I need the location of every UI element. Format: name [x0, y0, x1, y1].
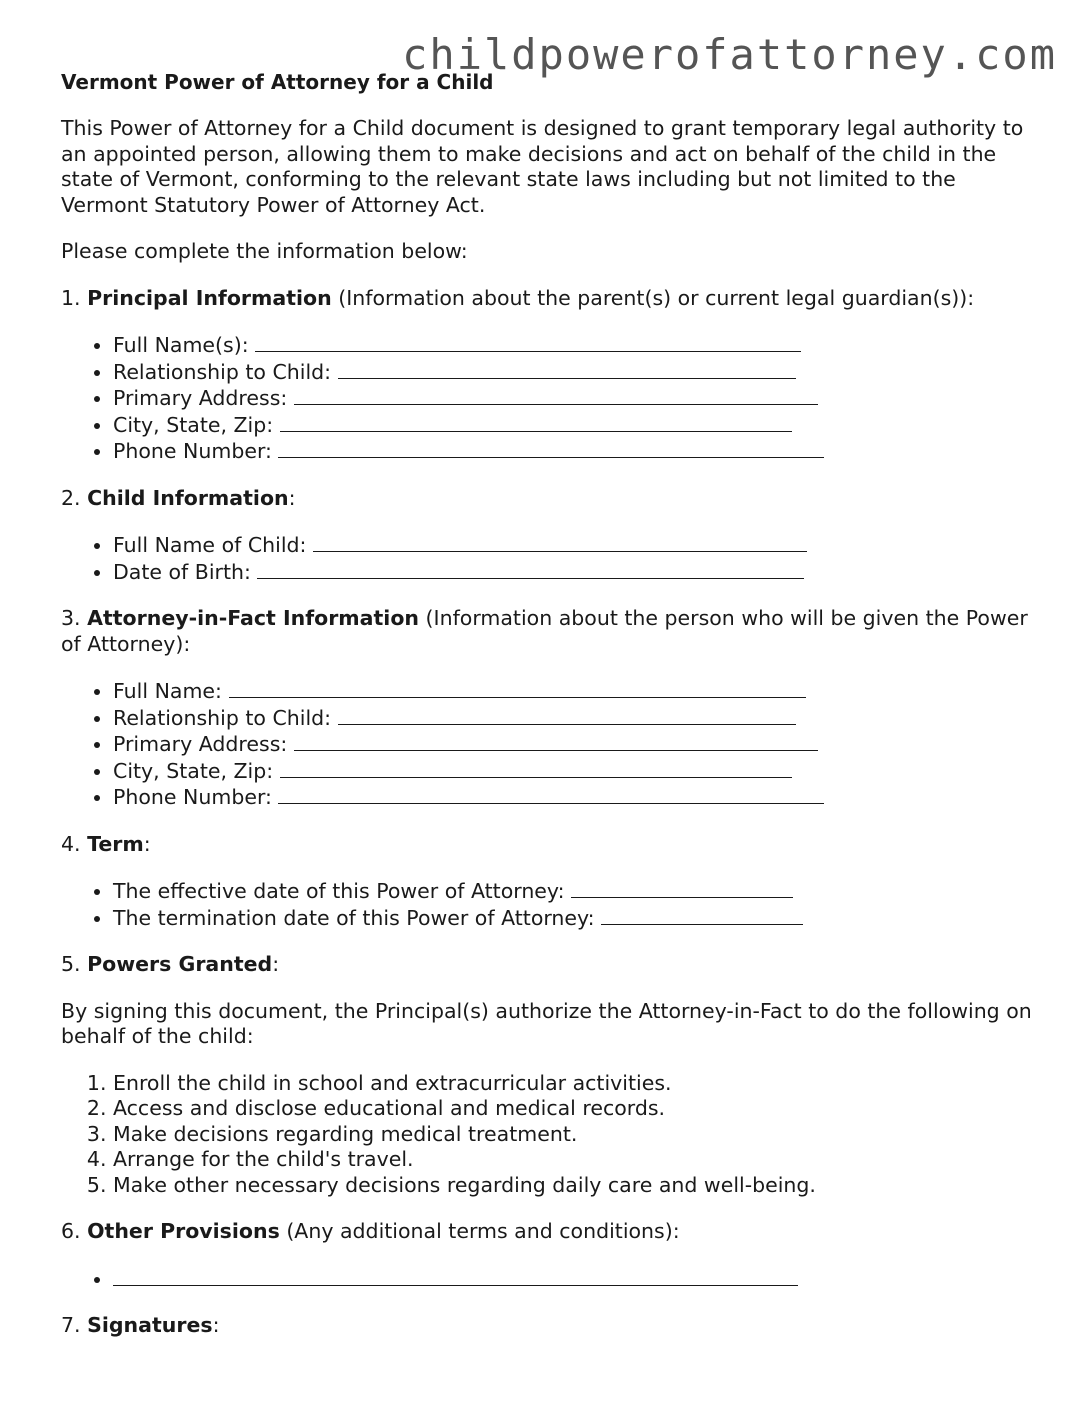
field-item [113, 878, 1046, 905]
field-item [113, 678, 1046, 705]
attorney-fields [61, 678, 1046, 811]
field-item [113, 559, 1046, 586]
section-attorney-heading: 3. Attorney-in-Fact Information (Information about the person who will be given the Power of Attorney): [61, 606, 1028, 656]
primary-address-blank[interactable] [294, 385, 818, 405]
field-item [113, 412, 1046, 439]
document-body [61, 70, 1046, 1360]
term-fields [61, 878, 1046, 931]
list-item: 3. Make decisions regarding medical treatment. [113, 1122, 1046, 1148]
field-label: City, State, Zip: [113, 412, 274, 437]
other-provisions-list [61, 1266, 1046, 1293]
phone-number-blank[interactable] [278, 438, 824, 458]
list-item: 4. Arrange for the child's travel. [113, 1147, 1046, 1173]
field-label: Full Name of Child: [113, 533, 307, 557]
document-title: Vermont Power of Attorney for a Child [61, 70, 494, 94]
instruction-text: Please complete the information below: [61, 239, 468, 263]
other-provisions-blank[interactable] [113, 1266, 798, 1286]
field-item [113, 905, 1046, 932]
field-item [113, 1266, 1046, 1293]
watermark: childpowerofattorney.com [402, 30, 1057, 79]
field-item [113, 705, 1046, 732]
field-label: The effective date of this Power of Attorney: [113, 879, 565, 903]
section-other-heading: 6. Other Provisions (Any additional terms and conditions): [61, 1219, 680, 1243]
attorney-city-state-zip-blank[interactable] [280, 758, 792, 778]
attorney-name-blank[interactable] [229, 678, 806, 698]
section-title: Powers Granted [87, 952, 273, 976]
child-name-blank[interactable] [313, 532, 807, 552]
powers-list [61, 1071, 1046, 1199]
field-label: The termination date of this Power of Attorney: [113, 905, 595, 930]
field-item [113, 532, 1046, 559]
relationship-blank[interactable] [338, 359, 796, 379]
attorney-relationship-blank[interactable] [338, 705, 796, 725]
field-item [113, 784, 1046, 811]
section-term-heading: 4. Term: [61, 831, 151, 856]
section-powers-heading: 5. Powers Granted: [61, 952, 280, 976]
field-item [113, 731, 1046, 758]
field-label: Phone Number: [113, 439, 272, 463]
field-item [113, 359, 1046, 386]
powers-description: By signing this document, the Principal(s) authorize the Attorney-in-Fact to do the following on behalf of the child: [61, 998, 1032, 1048]
field-label: Full Name(s): [113, 333, 249, 357]
field-label: Primary Address: [113, 386, 288, 410]
field-item [113, 332, 1046, 359]
effective-date-blank[interactable] [571, 878, 793, 898]
field-label: Relationship to Child: [113, 359, 332, 384]
section-child-heading: 2. Child Information: [61, 485, 296, 510]
section-title: Attorney-in-Fact Information [87, 606, 420, 630]
field-label: Relationship to Child: [113, 705, 332, 730]
list-item: 2. Access and disclose educational and medical records. [113, 1096, 1046, 1122]
field-label: Primary Address: [113, 732, 288, 756]
field-label: Full Name: [113, 679, 222, 703]
section-title: Term [87, 831, 144, 856]
field-item [113, 758, 1046, 785]
field-label: City, State, Zip: [113, 758, 274, 783]
intro-paragraph: This Power of Attorney for a Child document is designed to grant temporary legal authority to an appointed person, allowing them to make decisions and act on behalf of the child in the state of Vermont, conforming to the relevant state laws including but not limited to the Vermont Statutory Power of Attorney Act. [61, 116, 1024, 217]
principal-fields [61, 332, 1046, 465]
city-state-zip-blank[interactable] [280, 412, 792, 432]
section-signatures-heading: 7. Signatures: [61, 1313, 220, 1337]
list-item: 5. Make other necessary decisions regarding daily care and well-being. [113, 1173, 1046, 1199]
section-title: Other Provisions [87, 1219, 280, 1243]
field-label: Phone Number: [113, 785, 272, 809]
date-of-birth-blank[interactable] [257, 559, 804, 579]
field-item [113, 438, 1046, 465]
field-label: Date of Birth: [113, 559, 251, 584]
section-title: Signatures [87, 1313, 213, 1337]
section-title: Principal Information [87, 285, 332, 310]
section-title: Child Information [87, 485, 289, 510]
attorney-phone-blank[interactable] [278, 784, 824, 804]
termination-date-blank[interactable] [601, 905, 803, 925]
list-item: 1. Enroll the child in school and extracurricular activities. [113, 1071, 1046, 1097]
full-name-blank[interactable] [255, 332, 801, 352]
field-item [113, 385, 1046, 412]
child-fields [61, 532, 1046, 585]
section-principal-heading: 1. Principal Information (Information about the parent(s) or current legal guardian(s)): [61, 285, 975, 310]
attorney-address-blank[interactable] [294, 731, 818, 751]
